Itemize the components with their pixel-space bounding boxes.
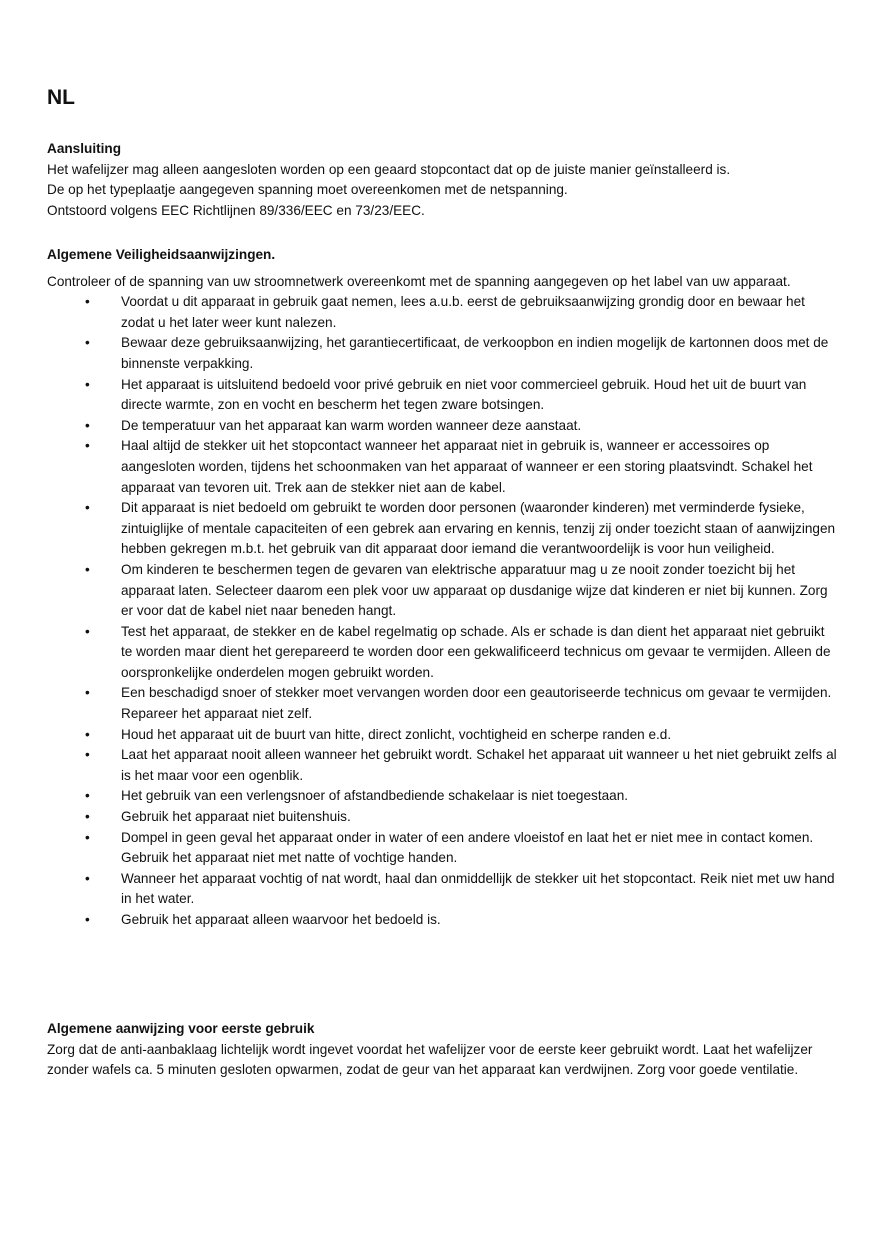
list-item-text: Dit apparaat is niet bedoeld om gebruikt te worden door personen (waaronder kinderen) met verminderde fysieke, zintuiglijke of mentale capaciteiten of een gebrek aan ervaring en kennis, tenzij zij onder toezicht staan of aanwijzingen hebben gekregen m.b.t. het gebruik van dit apparaat door iemand die verantwoordelijk is voor hun veiligheid. — [121, 500, 836, 557]
safety-title: Algemene Veiligheidsaanwijzingen. — [47, 247, 276, 262]
first-use-section — [47, 1019, 837, 1081]
connection-line: Ontstoord volgens EEC Richtlijnen 89/336/EEC en 73/23/EEC. — [47, 202, 425, 218]
list-item-text: Haal altijd de stekker uit het stopcontact wanneer het apparaat niet in gebruik is, wanneer er accessoires op aangesloten worden, tijdens het schoonmaken van het apparaat of wanneer er een storing plaatsvindt. Schakel het apparaat van tevoren uit. Trek aan de stekker niet aan de kabel. — [121, 438, 813, 495]
list-item — [47, 786, 837, 807]
safety-intro: Controleer of de spanning van uw stroomnetwerk overeenkomt met de spanning aangegeven op het label van uw apparaat. — [47, 273, 791, 289]
list-item — [47, 416, 837, 437]
bullet-icon: • — [85, 376, 90, 392]
bullet-icon: • — [85, 809, 90, 825]
list-item-text: Het gebruik van een verlengsnoer of afstandbediende schakelaar is niet toegestaan. — [121, 788, 629, 804]
language-heading: NL — [47, 86, 75, 109]
list-item-text: Het apparaat is uitsluitend bedoeld voor privé gebruik en niet voor commercieel gebruik. Houd het uit de buurt van directe warmte, zon en vocht en bescherm het tegen zware botsingen. — [121, 376, 807, 413]
first-use-text: Zorg dat de anti-aanbaklaag lichtelijk wordt ingevet voordat het wafelijzer voor de eerste keer gebruikt wordt. Laat het wafelijzer zonder wafels ca. 5 minuten gesloten opwarmen, zodat de geur van het apparaat kan verdwijnen. Zorg voor goede ventilatie. — [47, 1041, 813, 1078]
bullet-icon: • — [85, 726, 90, 742]
list-item — [47, 869, 837, 910]
safety-list — [47, 292, 837, 930]
list-item-text: Om kinderen te beschermen tegen de gevaren van elektrische apparatuur mag u ze nooit zonder toezicht bij het apparaat laten. Selecteer daarom een plek voor uw apparaat op dusdanige wijze dat kinderen er niet bij kunnen. Zorg er voor dat de kabel niet naar beneden hangt. — [121, 561, 828, 619]
list-item — [47, 828, 837, 869]
list-item-text: Dompel in geen geval het apparaat onder in water of een andere vloeistof en laat het er niet mee in contact komen. Gebruik het apparaat niet met natte of vochtige handen. — [121, 829, 814, 866]
list-item-text: Gebruik het apparaat niet buitenshuis. — [121, 809, 351, 825]
list-item — [47, 807, 837, 828]
list-item-text: Gebruik het apparaat alleen waarvoor het bedoeld is. — [121, 912, 441, 927]
bullet-icon: • — [85, 747, 90, 763]
bullet-icon: • — [85, 438, 90, 454]
first-use-title: Algemene aanwijzing voor eerste gebruik — [47, 1021, 315, 1036]
list-item — [47, 375, 837, 416]
list-item — [47, 560, 837, 622]
list-item — [47, 910, 837, 931]
bullet-icon: • — [85, 500, 90, 516]
list-item — [47, 292, 837, 333]
list-item-text: Houd het apparaat uit de buurt van hitte, direct zonlicht, vochtigheid en scherpe randen e.d. — [121, 726, 672, 742]
list-item — [47, 745, 837, 786]
bullet-icon: • — [85, 870, 90, 886]
list-item — [47, 498, 837, 560]
connection-section — [47, 139, 837, 221]
list-item-text: Test het apparaat, de stekker en de kabel regelmatig op schade. Als er schade is dan dient het apparaat niet gebruikt te worden maar dient het gerepareerd te worden door een gekwalificeerd technicus om gevaar te vermijden. Alleen de oorspronkelijke onderdelen mogen gebruikt worden. — [121, 623, 831, 680]
bullet-icon: • — [85, 417, 90, 433]
bullet-icon: • — [85, 788, 90, 804]
list-item — [47, 436, 837, 498]
list-item-text: Laat het apparaat nooit alleen wanneer het gebruikt wordt. Schakel het apparaat uit wanneer u het niet gebruikt zelfs al is het maar voor een ogenblik. — [121, 747, 837, 783]
list-item-text: Een beschadigd snoer of stekker moet vervangen worden door een geautoriseerde technicus om gevaar te vermijden. Repareer het apparaat niet zelf. — [121, 685, 832, 722]
list-item — [47, 333, 837, 374]
connection-line: De op het typeplaatje aangegeven spanning moet overeenkomen met de netspanning. — [47, 182, 568, 198]
list-item-text: Voordat u dit apparaat in gebruik gaat nemen, lees a.u.b. eerst de gebruiksaanwijzing grondig door en bewaar het zodat u het later weer kunt nalezen. — [121, 294, 805, 330]
connection-title: Aansluiting — [47, 141, 122, 156]
bullet-icon: • — [85, 829, 90, 845]
list-item — [47, 725, 837, 746]
connection-line: Het wafelijzer mag alleen aangesloten worden op een geaard stopcontact dat op de juiste manier geïnstalleerd is. — [47, 161, 731, 177]
bullet-icon: • — [85, 623, 90, 639]
list-item — [47, 622, 837, 684]
bullet-icon: • — [85, 561, 90, 577]
bullet-icon: • — [85, 685, 90, 701]
bullet-icon: • — [85, 912, 90, 927]
list-item-text: Bewaar deze gebruiksaanwijzing, het garantiecertificaat, de verkoopbon en indien mogelijk de kartonnen doos met de binnenste verpakking. — [121, 335, 829, 371]
bullet-icon: • — [85, 335, 90, 351]
list-item — [47, 683, 837, 724]
safety-section — [47, 245, 837, 931]
list-item-text: De temperatuur van het apparaat kan warm worden wanneer deze aanstaat. — [121, 417, 582, 433]
list-item-text: Wanneer het apparaat vochtig of nat wordt, haal dan onmiddellijk de stekker uit het stopcontact. Reik niet met uw hand in het water. — [121, 870, 835, 907]
bullet-icon: • — [85, 294, 90, 310]
